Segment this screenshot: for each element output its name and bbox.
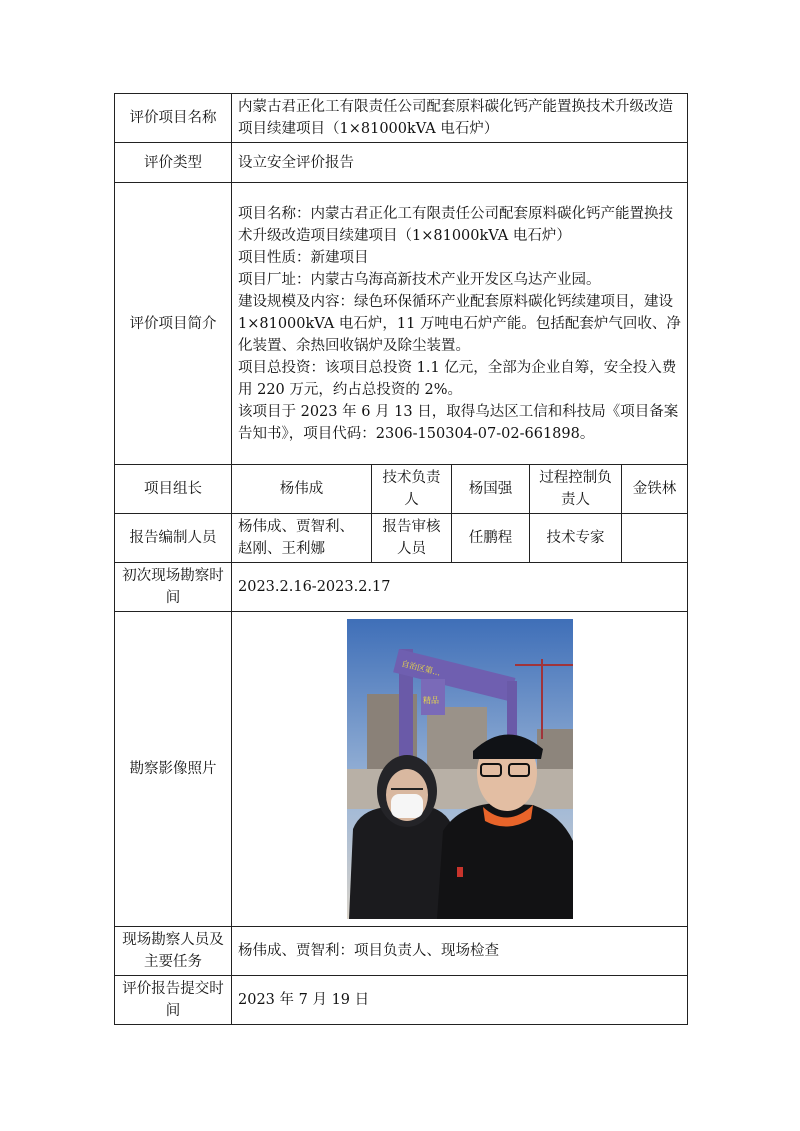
submit-time-value: 2023 年 7 月 19 日 xyxy=(232,976,688,1025)
evaluation-info-table xyxy=(114,93,688,1025)
tech-lead-value: 杨国强 xyxy=(452,465,530,514)
survey-time-value: 2023.2.16-2023.2.17 xyxy=(232,563,688,612)
tech-lead-label: 技术负责人 xyxy=(372,465,452,514)
expert-label: 技术专家 xyxy=(530,514,622,563)
project-name-label: 评价项目名称 xyxy=(115,94,232,143)
eval-type-label: 评价类型 xyxy=(115,143,232,183)
photo-cell xyxy=(232,612,688,927)
expert-value xyxy=(622,514,688,563)
leader-label: 项目组长 xyxy=(115,465,232,514)
reviewer-label: 报告审核人员 xyxy=(372,514,452,563)
staff-value: 杨伟成、贾智利：项目负责人、现场检查 xyxy=(232,927,688,976)
submit-time-label: 评价报告提交时间 xyxy=(115,976,232,1025)
photo-label: 勘察影像照片 xyxy=(115,612,232,927)
authors-value: 杨伟成、贾智利、赵刚、王利娜 xyxy=(232,514,372,563)
reviewer-value: 任鹏程 xyxy=(452,514,530,563)
intro-project-name: 项目名称：内蒙古君正化工有限责任公司配套原料碳化钙产能置换技术升级改造项目续建项目（1×81000kVA 电石炉） xyxy=(238,205,673,244)
intro-content xyxy=(232,183,688,465)
eval-type-value: 设立安全评价报告 xyxy=(232,143,688,183)
gate-sign-text: 自治区第… xyxy=(399,659,441,678)
intro-nature: 项目性质：新建项目 xyxy=(238,249,369,266)
gate-sign-sub: 精品 xyxy=(422,696,439,705)
process-lead-label: 过程控制负责人 xyxy=(530,465,622,514)
intro-scale: 建设规模及内容：绿色环保循环产业配套原料碳化钙续建项目，建设 1×81000kVA 电石炉，11 万吨电石炉产能。包括配套炉气回收、净化装置、余热回收锅炉及除尘装置。 xyxy=(238,293,681,354)
project-name-value: 内蒙古君正化工有限责任公司配套原料碳化钙产能置换技术升级改造项目续建项目（1×81000kVA 电石炉） xyxy=(232,94,688,143)
survey-time-label: 初次现场勘察时间 xyxy=(115,563,232,612)
intro-label: 评价项目简介 xyxy=(115,183,232,465)
staff-label: 现场勘察人员及主要任务 xyxy=(115,927,232,976)
intro-site: 项目厂址：内蒙古乌海高新技术产业开发区乌达产业园。 xyxy=(238,271,601,288)
intro-filing: 该项目于 2023 年 6 月 13 日，取得乌达区工信和科技局《项目备案告知书》，项目代码：2306-150304-07-02-661898。 xyxy=(238,403,679,442)
authors-label: 报告编制人员 xyxy=(115,514,232,563)
site-survey-photo xyxy=(347,619,573,919)
intro-investment: 项目总投资：该项目总投资 1.1 亿元，全部为企业自筹，安全投入费用 220 万元，约占总投资的 2%。 xyxy=(238,359,677,398)
process-lead-value: 金铁林 xyxy=(622,465,688,514)
leader-value: 杨伟成 xyxy=(232,465,372,514)
